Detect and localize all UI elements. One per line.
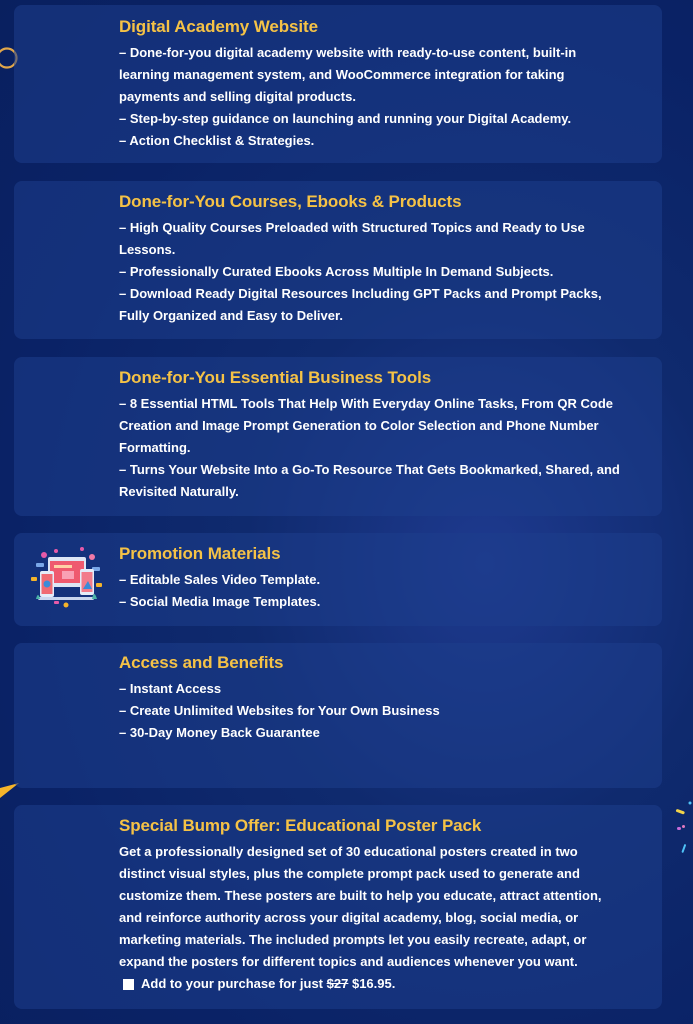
card-line: – 8 Essential HTML Tools That Help With Everyday Online Tasks, From QR Code <box>119 396 613 411</box>
card-body <box>119 393 642 503</box>
card-body <box>119 678 642 744</box>
card-line: – Turns Your Website Into a Go-To Resource That Gets Bookmarked, Shared, and <box>119 462 620 477</box>
card-line: – High Quality Courses Preloaded with Structured Topics and Ready to Use <box>119 220 585 235</box>
card-title: Promotion Materials <box>119 544 281 563</box>
card-title: Digital Academy Website <box>119 17 318 36</box>
card-line: and reinforce authority across your digital academy, blog, social media, or <box>119 910 579 925</box>
card-line: Lessons. <box>119 242 176 257</box>
card-title: Special Bump Offer: Educational Poster Pack <box>119 816 482 835</box>
card-line: marketing materials. The included prompts let you easily recreate, adapt, or <box>119 932 587 947</box>
confetti-decoration-icon <box>672 800 693 860</box>
feature-card-access-benefits <box>14 643 662 788</box>
bump-offer-card <box>14 805 662 1009</box>
card-line: Fully Organized and Easy to Deliver. <box>119 308 343 323</box>
feature-card-business-tools <box>14 357 662 516</box>
card-body <box>119 42 642 152</box>
card-line: – Download Ready Digital Resources Including GPT Packs and Prompt Packs, <box>119 286 602 301</box>
bump-offer-label <box>141 973 395 995</box>
card-body <box>119 217 642 327</box>
card-title: Done-for-You Courses, Ebooks & Products <box>119 192 462 211</box>
offer-label-text: Add to your purchase for just <box>141 976 324 991</box>
card-line: Revisited Naturally. <box>119 484 239 499</box>
card-title: Done-for-You Essential Business Tools <box>119 368 432 387</box>
card-line: – Action Checklist & Strategies. <box>119 133 315 148</box>
card-line: – Editable Sales Video Template. <box>119 572 321 587</box>
feature-card-courses-ebooks <box>14 181 662 339</box>
card-line: – Create Unlimited Websites for Your Own Business <box>119 703 440 718</box>
old-price: $27 <box>326 976 349 991</box>
bump-offer-checkbox-row[interactable] <box>123 973 642 995</box>
card-line: Creation and Image Prompt Generation to Color Selection and Phone Number <box>119 418 599 433</box>
card-line: learning management system, and WooCommerce integration for taking <box>119 67 565 82</box>
card-line: customize them. These posters are built to help you educate, attract attention, <box>119 888 602 903</box>
card-line: distinct visual styles, plus the complete prompt pack used to generate and <box>119 866 580 881</box>
feature-card-promotion-materials <box>14 533 662 626</box>
card-body <box>119 569 642 613</box>
card-line: – Done-for-you digital academy website with ready-to-use content, built-in <box>119 45 577 60</box>
card-line: – 30-Day Money Back Guarantee <box>119 725 320 740</box>
card-body <box>119 841 642 995</box>
card-title: Access and Benefits <box>119 653 284 672</box>
card-line: – Step-by-step guidance on launching and running your Digital Academy. <box>119 111 572 126</box>
card-line: – Social Media Image Templates. <box>119 594 321 609</box>
feature-card-digital-academy <box>14 5 662 163</box>
card-line: – Instant Access <box>119 681 222 696</box>
promotion-illustration-icon <box>26 543 106 609</box>
card-line: expand the posters for different topics and audiences whenever you want. <box>119 954 578 969</box>
new-price: $16.95. <box>351 976 396 991</box>
card-line: Get a professionally designed set of 30 educational posters created in two <box>119 844 578 859</box>
card-line: – Professionally Curated Ebooks Across Multiple In Demand Subjects. <box>119 264 554 279</box>
card-line: payments and selling digital products. <box>119 89 356 104</box>
card-line: Formatting. <box>119 440 191 455</box>
bump-offer-checkbox[interactable] <box>123 979 134 990</box>
